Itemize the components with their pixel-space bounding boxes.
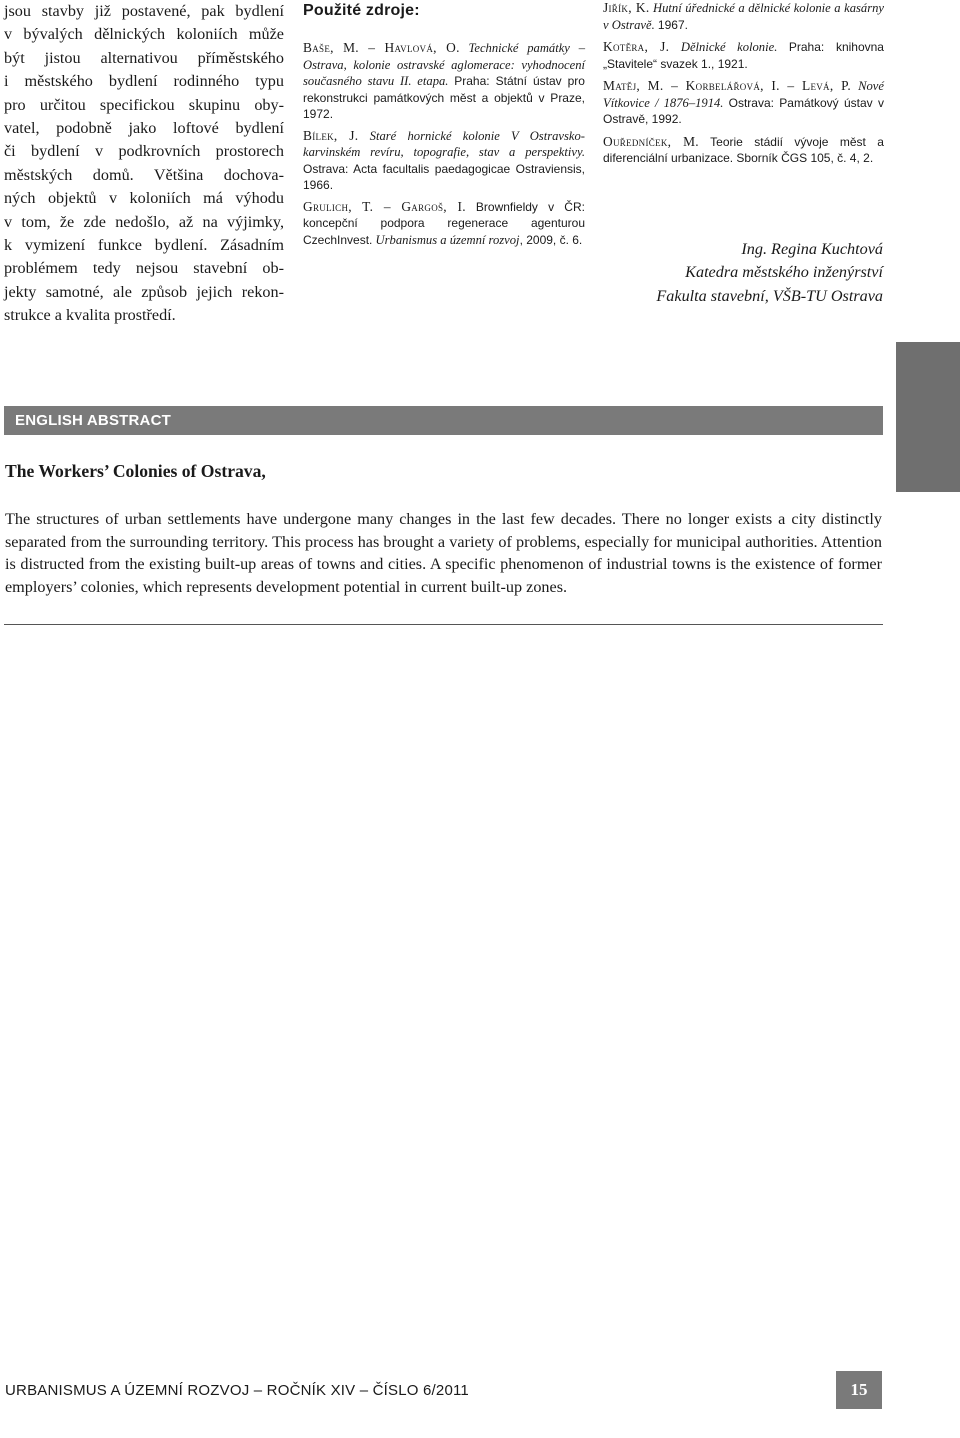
author-name: Ing. Regina Kuchtová [741, 240, 883, 258]
reference-item [603, 0, 884, 33]
reference-authors: Baše, M. – Havlová, O. [303, 40, 460, 55]
author-department: Katedra městského inženýrství [685, 263, 883, 282]
reference-item [303, 128, 585, 194]
author-faculty: Fakulta stavební, VŠB-TU Ostrava [656, 286, 883, 305]
text-line: vatel, podobně jako loftové bydlení [4, 119, 284, 138]
reference-authors: Matěj, M. – Korbelářová, I. – Levá, P. [603, 78, 851, 93]
text-line: ných objektů v koloniích má výhodu [4, 189, 284, 208]
page-number: 15 [836, 1371, 882, 1409]
references-column-1 [303, 0, 585, 253]
text-line: k vymizení funkce bydlení. Zásadním [4, 236, 284, 255]
text-line: městských domů. Většina dochova- [4, 165, 284, 184]
reference-authors: Kotěra, J. [603, 39, 670, 54]
text-line: jekty samotné, ale způsob jejich rekon- [4, 282, 284, 301]
text-line: strukce a kvalita prostředí. [4, 306, 176, 325]
reference-authors: Ouředníček, M. [603, 133, 699, 149]
text-line: i městského bydlení rodinného typu [4, 72, 284, 91]
reference-publisher: , 2009, č. 6. [519, 232, 583, 247]
text-line: pro určitou specifickou skupinu oby- [4, 95, 284, 114]
reference-title: Staré hornické kolonie V Ostravsko-karvinském revíru, topografie, stav a perspektivy. [303, 128, 585, 159]
text-line: jsou stavby již postavené, pak bydlení [4, 2, 284, 20]
footer-journal: URBANISMUS A ÚZEMNÍ ROZVOJ – ROČNÍK XIV – ČÍSLO 6/2011 [5, 1382, 469, 1399]
reference-publisher: Teorie stádií vývoje měst a diferenciální urbanizace. Sborník ČGS 105, č. 4, 2. [603, 134, 884, 165]
reference-authors: Jiřík, K. [603, 0, 650, 15]
references-column-2 [603, 0, 884, 173]
text-line: být jistou alternativou příměstského [4, 48, 284, 67]
reference-title: Hutní úřednické a dělnické kolonie a kasárny v Ostravě. [603, 1, 884, 32]
reference-authors: Grulich, T. – Gargoš, I. [303, 198, 466, 214]
reference-item [603, 39, 884, 72]
text-line: problémem tedy nejsou stavební ob- [4, 259, 284, 278]
reference-publisher: Brownfieldy v ČR: koncepční podpora regenerace agenturou CzechInvest. [303, 199, 585, 247]
reference-item [303, 199, 585, 249]
reference-publisher: Ostrava: Památkový ústav v Ostravě, 1992. [603, 95, 885, 126]
references-heading: Použité zdroje: [303, 2, 420, 19]
author-signature [603, 238, 883, 308]
reference-title: Dělnické kolonie. [680, 40, 778, 54]
reference-publisher: Ostrava: Acta facultalis paedagogicae Ostraviensis, 1966. [303, 161, 585, 192]
reference-item [603, 134, 884, 167]
text-line: v bývalých dělnických koloniích může [4, 25, 284, 44]
reference-item [603, 78, 884, 128]
body-text-column [4, 0, 284, 328]
reference-authors: Bílek, J. [303, 127, 359, 143]
reference-publisher: 1967. [657, 17, 688, 32]
side-tab [896, 342, 960, 492]
reference-title: Nové Vítkovice / 1876–1914. [603, 79, 884, 110]
reference-publisher: Praha: knihovna „Stavitele“ svazek 1., 1921. [603, 40, 884, 71]
abstract-label-bar: ENGLISH ABSTRACT [4, 406, 883, 435]
abstract-text: The structures of urban settlements have undergone many changes in the last few decades. There no longer exists a city distinctly separated from the surrounding territory. This process has brought a variety of problems, especially for municipal authorities. Attention is distructed from the existing built-up areas of towns and cities. A specific phenomenon of industrial towns is the existence of former employers’ colonies, which represents development potential in current built-up zones. [5, 510, 882, 596]
abstract-title: The Workers’ Colonies of Ostrava, [5, 461, 266, 481]
reference-item [303, 40, 585, 123]
reference-title: Urbanismus a územní rozvoj [375, 232, 520, 247]
body-paragraph [4, 0, 284, 328]
reference-title: Technické památky – Ostrava, kolonie ostravské aglomerace: vyhodnocení současného stavu II. etapa. [303, 41, 585, 88]
text-line: v tom, že zde nedošlo, až na výjimky, [4, 212, 284, 231]
reference-publisher: Praha: Státní ústav pro rekonstrukci památkových měst a objektů v Praze, 1972. [303, 74, 585, 121]
text-line: či bydlení v podkrovních prostorech [4, 142, 284, 161]
divider-rule [4, 624, 883, 625]
